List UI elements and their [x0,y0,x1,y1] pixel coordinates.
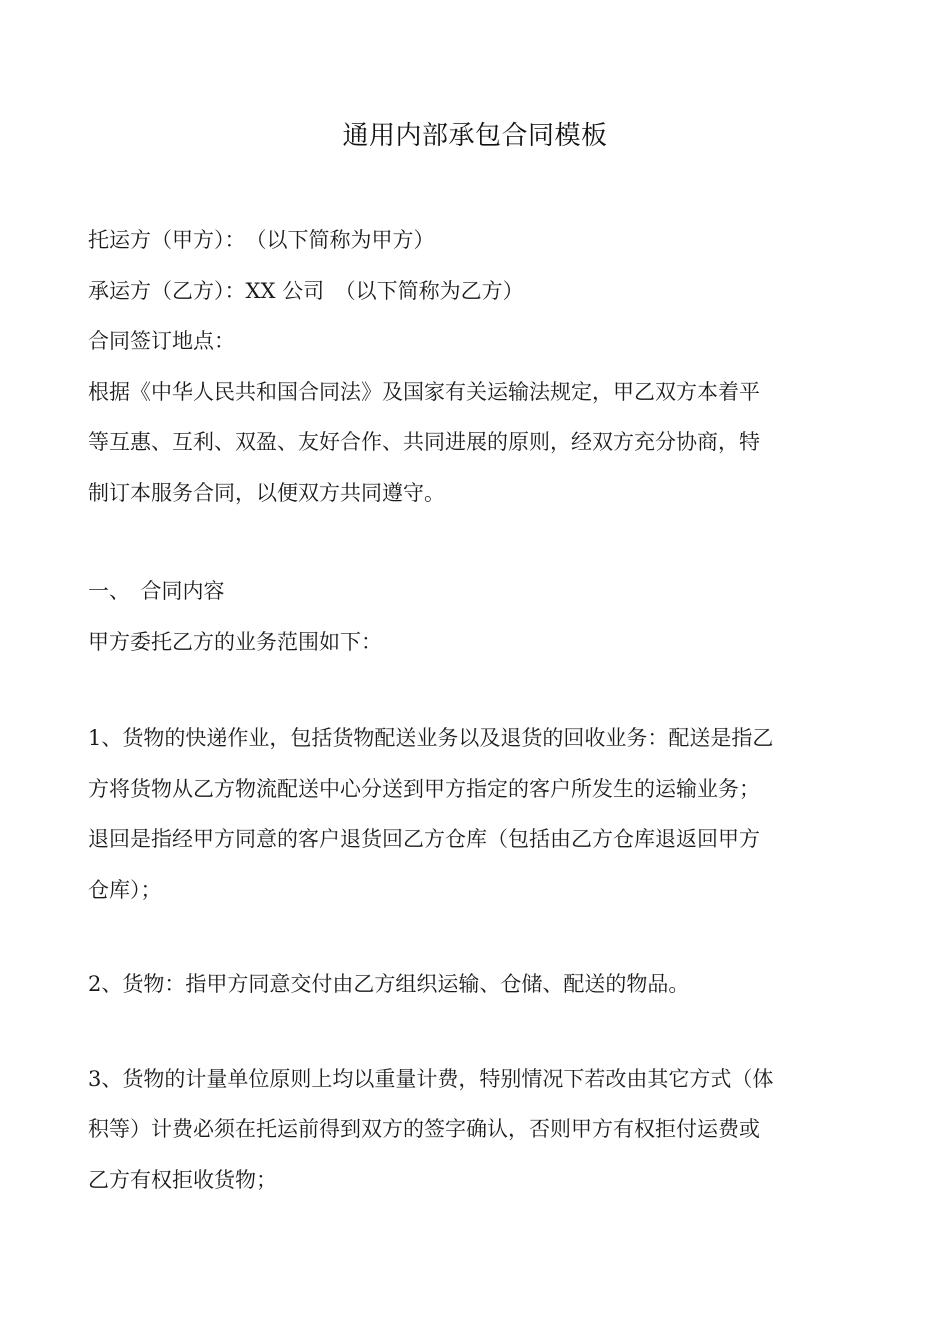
clause-line: 积等）计费必须在托运前得到双方的签字确认，否则甲方有权拒付运费或 [88,1117,760,1141]
spacer [88,518,868,566]
signing-location-line: 合同签订地点： [88,329,235,353]
clause-line: 退回是指经甲方同意的客户退货回乙方仓库（包括由乙方仓库退返回甲方 [88,827,760,851]
spacer [88,667,868,713]
clause-line: 方将货物从乙方物流配送中心分送到甲方指定的客户所发生的运输业务； [88,776,760,801]
section-intro: 甲方委托乙方的业务范围如下： [88,629,382,654]
spacer [88,915,868,959]
consignor-line: 托运方（甲方）： （以下简称为甲方） [88,228,435,252]
preamble-line: 等互惠、互利、双盈、友好合作、共同进展的原则，经双方充分协商，特 [88,430,760,454]
section-heading: 一、 合同内容 [88,579,225,603]
clause-line: 1、货物的快递作业，包括货物配送业务以及退货的回收业务：配送是指乙 [88,726,774,750]
clause-line: 3、货物的计量单位原则上均以重量计费，特别情况下若改由其它方式（体 [88,1066,774,1091]
carrier-line: 承运方（乙方）：XX 公司 （以下简称为乙方） [88,278,524,303]
clause-line: 2、货物：指甲方同意交付由乙方组织运输、仓储、配送的物品。 [88,972,690,996]
clause-line: 仓库）； [88,877,162,902]
spacer [88,1010,868,1054]
clause-line: 乙方有权拒收货物； [88,1167,277,1192]
preamble-line: 制订本服务合同，以便双方共同遵守。 [88,480,445,505]
clause-1 [88,713,868,915]
document-title: 通用内部承包合同模板 [342,121,608,151]
clause-3 [88,1054,868,1206]
preamble-paragraph [88,367,868,519]
document-body [88,215,868,1205]
preamble-line: 根据《中华人民共和国合同法》及国家有关运输法规定，甲乙双方本着平 [88,379,760,404]
clause-2 [88,959,868,1010]
